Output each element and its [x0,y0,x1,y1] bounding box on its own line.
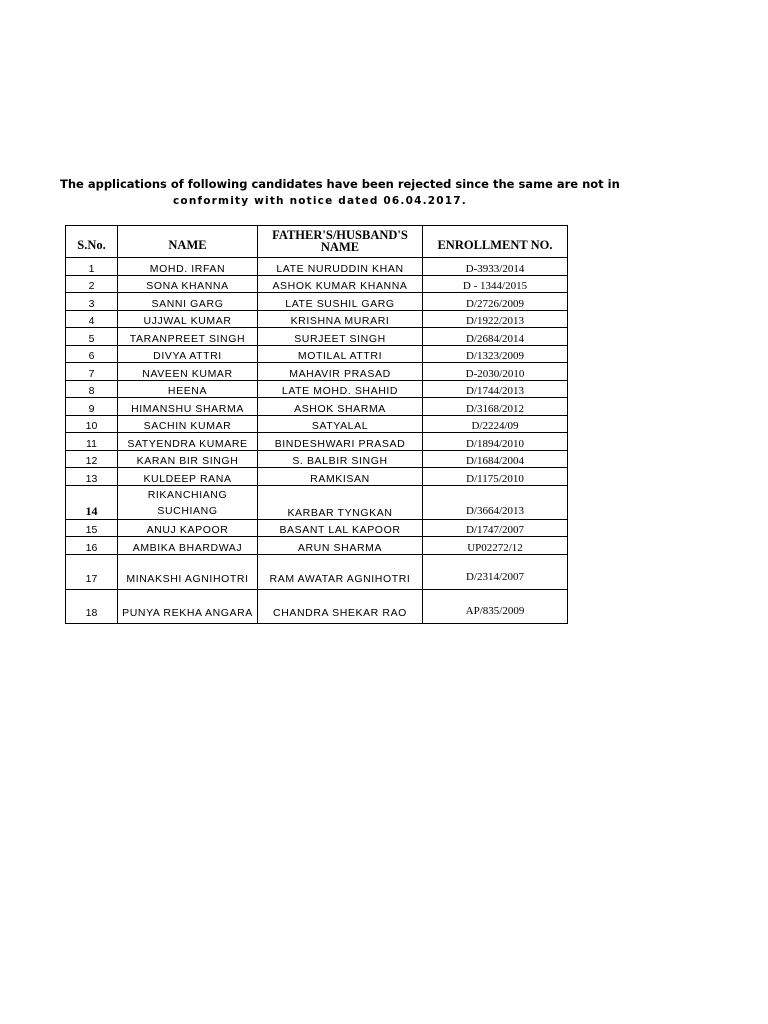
cell-name: DIVYA ATTRI [118,345,258,363]
table-row [66,485,568,519]
cell-name: KARAN BIR SINGH [118,450,258,468]
cell-sno: 1 [66,258,118,276]
cell-name [118,485,258,519]
table-row [66,537,568,555]
cell-father-name: ARUN SHARMA [258,537,423,555]
cell-enrollment: AP/835/2009 [423,589,568,623]
cell-father-name: MAHAVIR PRASAD [258,363,423,381]
table-row [66,519,568,537]
table-row [66,328,568,346]
cell-sno: 4 [66,310,118,328]
cell-name: KULDEEP RANA [118,468,258,486]
cell-name-line-1: RIKANCHIANG [147,488,228,501]
table-row [66,589,568,623]
cell-enrollment: UP02272/12 [423,537,568,555]
cell-sno: 12 [66,450,118,468]
notice-heading [60,176,620,209]
cell-enrollment: D/2224/09 [423,415,568,433]
cell-enrollment: D/1175/2010 [423,468,568,486]
table-row [66,363,568,381]
cell-father-name: ASHOK SHARMA [258,398,423,416]
cell-father-name: RAM AWATAR AGNIHOTRI [258,554,423,589]
cell-father-name: CHANDRA SHEKAR RAO [258,589,423,623]
cell-enrollment: D-2030/2010 [423,363,568,381]
cell-father-name: LATE MOHD. SHAHID [258,380,423,398]
cell-father-name: SURJEET SINGH [258,328,423,346]
cell-enrollment: D/1744/2013 [423,380,568,398]
cell-enrollment: D/3664/2013 [423,485,568,519]
cell-father-name: ASHOK KUMAR KHANNA [258,275,423,293]
cell-name: AMBIKA BHARDWAJ [118,537,258,555]
cell-name: HIMANSHU SHARMA [118,398,258,416]
cell-name: NAVEEN KUMAR [118,363,258,381]
cell-enrollment: D - 1344/2015 [423,275,568,293]
heading-line-2: conformity with notice dated 06.04.2017. [172,195,468,207]
cell-sno: 15 [66,519,118,537]
cell-father-name: KRISHNA MURARI [258,310,423,328]
cell-enrollment: D-3933/2014 [423,258,568,276]
cell-sno: 5 [66,328,118,346]
cell-name: TARANPREET SINGH [118,328,258,346]
table-row [66,554,568,589]
cell-sno: 6 [66,345,118,363]
cell-sno: 8 [66,380,118,398]
cell-sno: 14 [66,485,118,519]
cell-father-name: LATE NURUDDIN KHAN [258,258,423,276]
cell-enrollment: D/1894/2010 [423,433,568,451]
cell-father-name: LATE SUSHIL GARG [258,293,423,311]
cell-name: UJJWAL KUMAR [118,310,258,328]
cell-sno: 7 [66,363,118,381]
cell-sno: 2 [66,275,118,293]
cell-sno: 11 [66,433,118,451]
cell-father-name: KARBAR TYNGKAN [258,485,423,519]
cell-enrollment: D/2684/2014 [423,328,568,346]
cell-enrollment: D/1684/2004 [423,450,568,468]
table-row [66,275,568,293]
table-row [66,380,568,398]
cell-sno: 16 [66,537,118,555]
table-row [66,450,568,468]
cell-sno: 13 [66,468,118,486]
cell-sno: 10 [66,415,118,433]
cell-enrollment: D/1323/2009 [423,345,568,363]
cell-sno: 18 [66,589,118,623]
cell-father-name: SATYALAL [258,415,423,433]
cell-father-name: MOTILAL ATTRI [258,345,423,363]
table-header-row [66,226,568,258]
rejected-candidates-table [65,225,568,624]
cell-name: PUNYA REKHA ANGARA [118,589,258,623]
table-row [66,345,568,363]
table-row [66,293,568,311]
cell-father-name: S. BALBIR SINGH [258,450,423,468]
table-row [66,468,568,486]
cell-sno: 9 [66,398,118,416]
cell-enrollment: D/2726/2009 [423,293,568,311]
table-row [66,398,568,416]
cell-enrollment: D/2314/2007 [423,554,568,589]
table-row [66,433,568,451]
cell-name: SANNI GARG [118,293,258,311]
cell-name: SATYENDRA KUMARE [118,433,258,451]
cell-father-name: BASANT LAL KAPOOR [258,519,423,537]
cell-enrollment: D/1922/2013 [423,310,568,328]
table-row [66,310,568,328]
header-enrollment: ENROLLMENT NO. [423,226,568,258]
table-row [66,415,568,433]
header-sno: S.No. [66,226,118,258]
heading-line-1: The applications of following candidates have been rejected since the same are not in [60,177,620,191]
cell-name: HEENA [118,380,258,398]
cell-sno: 17 [66,554,118,589]
header-father-line-2: NAME [320,240,360,254]
header-father-name [258,226,423,258]
cell-sno: 3 [66,293,118,311]
cell-name: SACHIN KUMAR [118,415,258,433]
cell-name: MINAKSHI AGNIHOTRI [118,554,258,589]
cell-name-line-2: SUCHIANG [157,504,218,517]
cell-father-name: BINDESHWARI PRASAD [258,433,423,451]
table-row [66,258,568,276]
header-father-line-1: FATHER'S/HUSBAND'S [272,228,408,242]
header-name: NAME [118,226,258,258]
cell-enrollment: D/1747/2007 [423,519,568,537]
cell-name: ANUJ KAPOOR [118,519,258,537]
cell-name: SONA KHANNA [118,275,258,293]
cell-enrollment: D/3168/2012 [423,398,568,416]
cell-name: MOHD. IRFAN [118,258,258,276]
cell-father-name: RAMKISAN [258,468,423,486]
